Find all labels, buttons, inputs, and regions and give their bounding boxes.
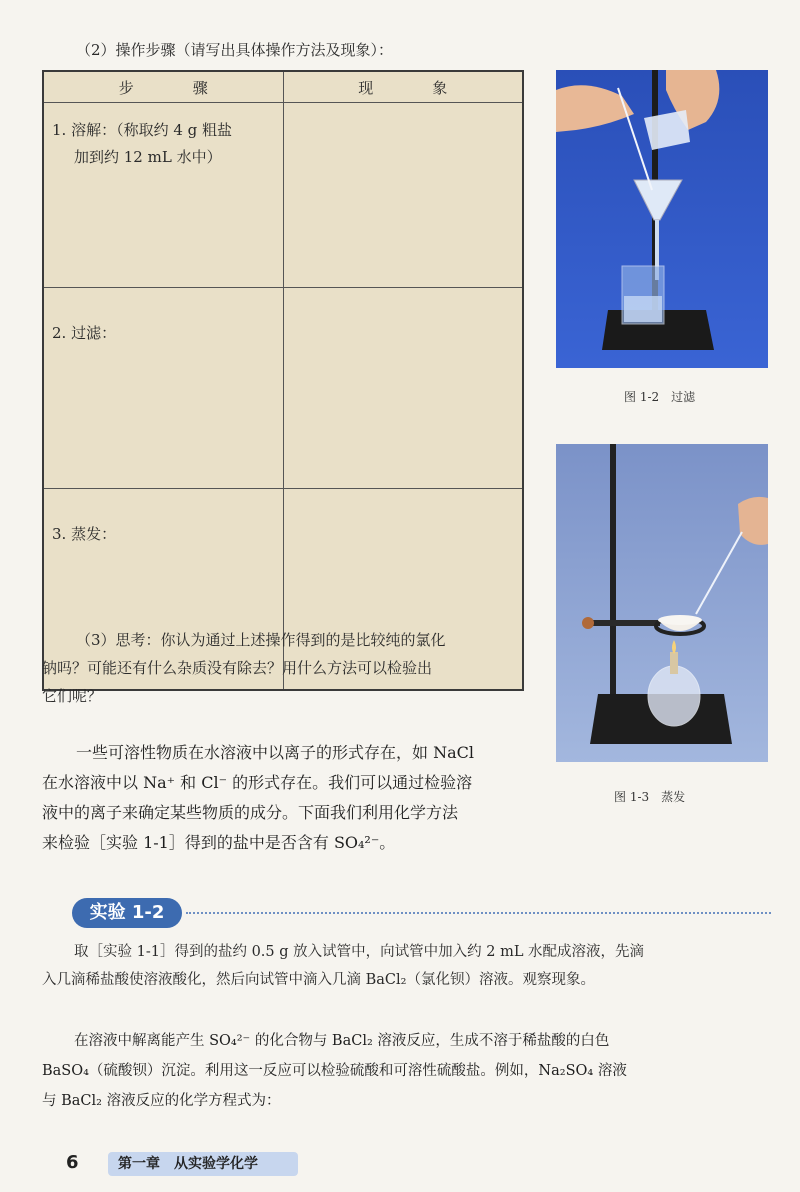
table-row bbox=[43, 288, 523, 489]
procedure-table bbox=[42, 70, 524, 691]
body-paragraph bbox=[42, 1026, 627, 1116]
paragraph-line: 在溶液中解离能产生 SO₄²⁻ 的化合物与 BaCl₂ 溶液反应，生成不溶于稀盐酸的白色 bbox=[74, 1033, 610, 1049]
experiment-line: 取［实验 1-1］得到的盐约 0.5 g 放入试管中，向试管中加入约 2 mL 水配成溶液，先滴 bbox=[74, 944, 645, 960]
paragraph-line: 与 BaCl₂ 溶液反应的化学方程式为： bbox=[42, 1093, 281, 1109]
section-heading: （2）操作步骤（请写出具体操作方法及现象）： bbox=[76, 41, 394, 59]
experiment-text bbox=[42, 938, 644, 994]
phenomenon-cell[interactable] bbox=[283, 103, 523, 288]
chapter-title: 第一章 从实验学化学 bbox=[108, 1152, 298, 1176]
paragraph-line: 一些可溶性物质在水溶液中以离子的形式存在，如 NaCl bbox=[76, 743, 474, 762]
phenomenon-cell[interactable] bbox=[283, 288, 523, 489]
step-text: 1. 溶解：（称取约 4 g 粗盐 bbox=[52, 121, 233, 139]
experiment-line: 入几滴稀盐酸使溶液酸化，然后向试管中滴入几滴 BaCl₂（氯化钡）溶液。观察现象。 bbox=[42, 972, 595, 988]
paragraph-line: 液中的离子来确定某些物质的成分。下面我们利用化学方法 bbox=[42, 803, 459, 822]
figure-caption: 图 1-3 蒸发 bbox=[614, 790, 686, 804]
page-number: 6 bbox=[66, 1152, 79, 1173]
figure-caption: 图 1-2 过滤 bbox=[624, 390, 696, 404]
evaporation-photo bbox=[556, 444, 768, 762]
step-text: 2. 过滤： bbox=[52, 324, 117, 342]
paragraph-line: 来检验［实验 1-1］得到的盐中是否含有 SO₄²⁻。 bbox=[42, 833, 396, 852]
paragraph-line: 在水溶液中以 Na⁺ 和 Cl⁻ 的形式存在。我们可以通过检验溶 bbox=[42, 773, 473, 792]
step-text: 3. 蒸发： bbox=[52, 525, 117, 543]
paragraph-line: BaSO₄（硫酸钡）沉淀。利用这一反应可以检验硫酸和可溶性硫酸盐。例如，Na₂SO₄ 溶液 bbox=[42, 1063, 627, 1079]
body-paragraph bbox=[42, 738, 474, 858]
table-row bbox=[43, 103, 523, 288]
think-line: （3）思考：你认为通过上述操作得到的是比较纯的氯化 bbox=[76, 631, 446, 649]
table-header-steps: 步 骤 bbox=[43, 71, 283, 103]
step-text: 加到约 12 mL 水中） bbox=[74, 148, 222, 166]
table-header-phenomena: 现 象 bbox=[283, 71, 523, 103]
step-cell bbox=[43, 288, 283, 489]
think-line: 钠吗？可能还有什么杂质没有除去？用什么方法可以检验出 bbox=[42, 659, 433, 677]
filtration-photo bbox=[556, 70, 768, 368]
step-cell bbox=[43, 103, 283, 288]
experiment-badge: 实验 1-2 bbox=[72, 898, 182, 928]
divider bbox=[186, 912, 771, 914]
think-line: 它们呢？ bbox=[42, 687, 103, 705]
